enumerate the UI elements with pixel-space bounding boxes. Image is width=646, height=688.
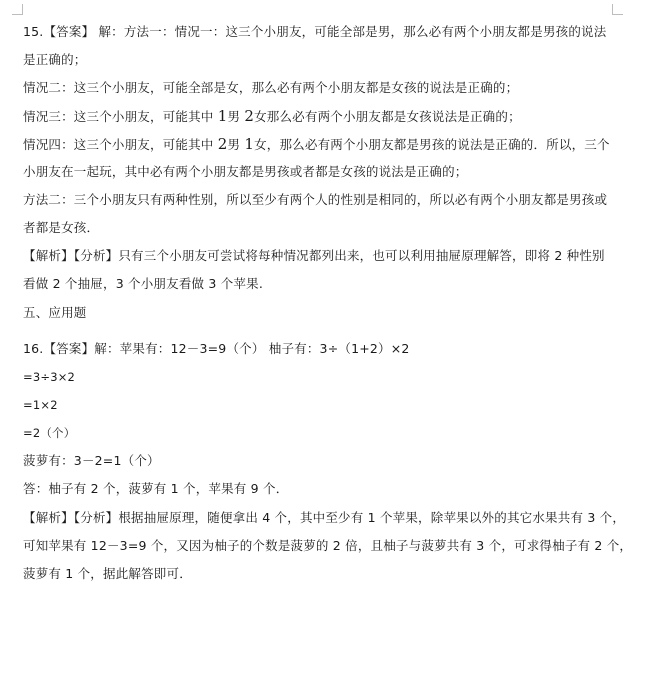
q15-case4-text-a: 情况四：这三个小朋友，可能其中 [23, 137, 218, 152]
q15-analysis: 【解析】【分析】只有三个小朋友可尝试将每种情况都列出来，也可以利用抽屉原理解答，即将 2 种性别 [23, 248, 605, 263]
q16-final-answer: 答：柚子有 2 个，菠萝有 1 个，苹果有 9 个． [23, 481, 289, 496]
q15-case4-cont: 小朋友在一起玩，其中必有两个小朋友都是男孩或者都是女孩的说法是正确的； [23, 164, 468, 179]
section-heading: 五、应用题 [23, 305, 87, 320]
q15-case4-text-b: 男 [227, 137, 245, 152]
page-corner-mark-right [612, 4, 623, 15]
q15-analysis-cont: 看做 2 个抽屉，3 个小朋友看做 3 个苹果. [23, 276, 263, 291]
q15-case4-text-c: 女，那么必有两个小朋友都是男孩的说法是正确的．所以，三个 [254, 137, 610, 152]
q15-case4 [23, 136, 610, 153]
q15-case3 [23, 108, 521, 125]
q15-case3-num2: 2 [244, 107, 255, 125]
q15-case3-text-c: 女那么必有两个小朋友都是女孩说法是正确的； [254, 109, 521, 124]
q15-method2-cont: 者都是女孩． [23, 220, 100, 235]
q15-method2: 方法二：三个小朋友只有两种性别，所以至少有两个人的性别是相同的，所以必有两个小朋友都是男孩或 [23, 192, 608, 207]
q15-case4-num1: 2 [217, 135, 228, 153]
q16-step2: =1×2 [23, 398, 58, 412]
q16-analysis-cont: 可知苹果有 12－3=9 个，又因为柚子的个数是菠萝的 2 倍，且柚子与菠萝共有 3 个，可求得柚子有 2 个， [23, 538, 633, 553]
q15-case3-text-b: 男 [227, 109, 245, 124]
q16-answer-line: 16.【答案】解：苹果有：12－3=9（个） 柚子有：3÷（1+2）×2 [23, 341, 410, 356]
q16-step3: =2（个） [23, 426, 76, 440]
q15-case3-text-a: 情况三：这三个小朋友，可能其中 [23, 109, 218, 124]
q15-answer-line: 15.【答案】 解：方法一：情况一：这三个小朋友，可能全部是男，那么必有两个小朋友都是男孩的说法 [23, 24, 607, 39]
q15-case4-num2: 1 [244, 135, 255, 153]
page-corner-mark-left [12, 4, 23, 15]
q15-case3-num1: 1 [217, 107, 228, 125]
q15-case2: 情况二：这三个小朋友，可能全部是女，那么必有两个小朋友都是女孩的说法是正确的； [23, 80, 519, 95]
q16-analysis-end: 菠萝有 1 个，据此解答即可． [23, 566, 192, 581]
q16-analysis: 【解析】【分析】根据抽屉原理，随便拿出 4 个，其中至少有 1 个苹果，除苹果以外的其它水果共有 3 个， [23, 510, 626, 525]
q16-step1: =3÷3×2 [23, 370, 76, 384]
q16-step4: 菠萝有：3－2=1（个） [23, 453, 160, 468]
q15-answer-line-cont: 是正确的； [23, 52, 87, 67]
